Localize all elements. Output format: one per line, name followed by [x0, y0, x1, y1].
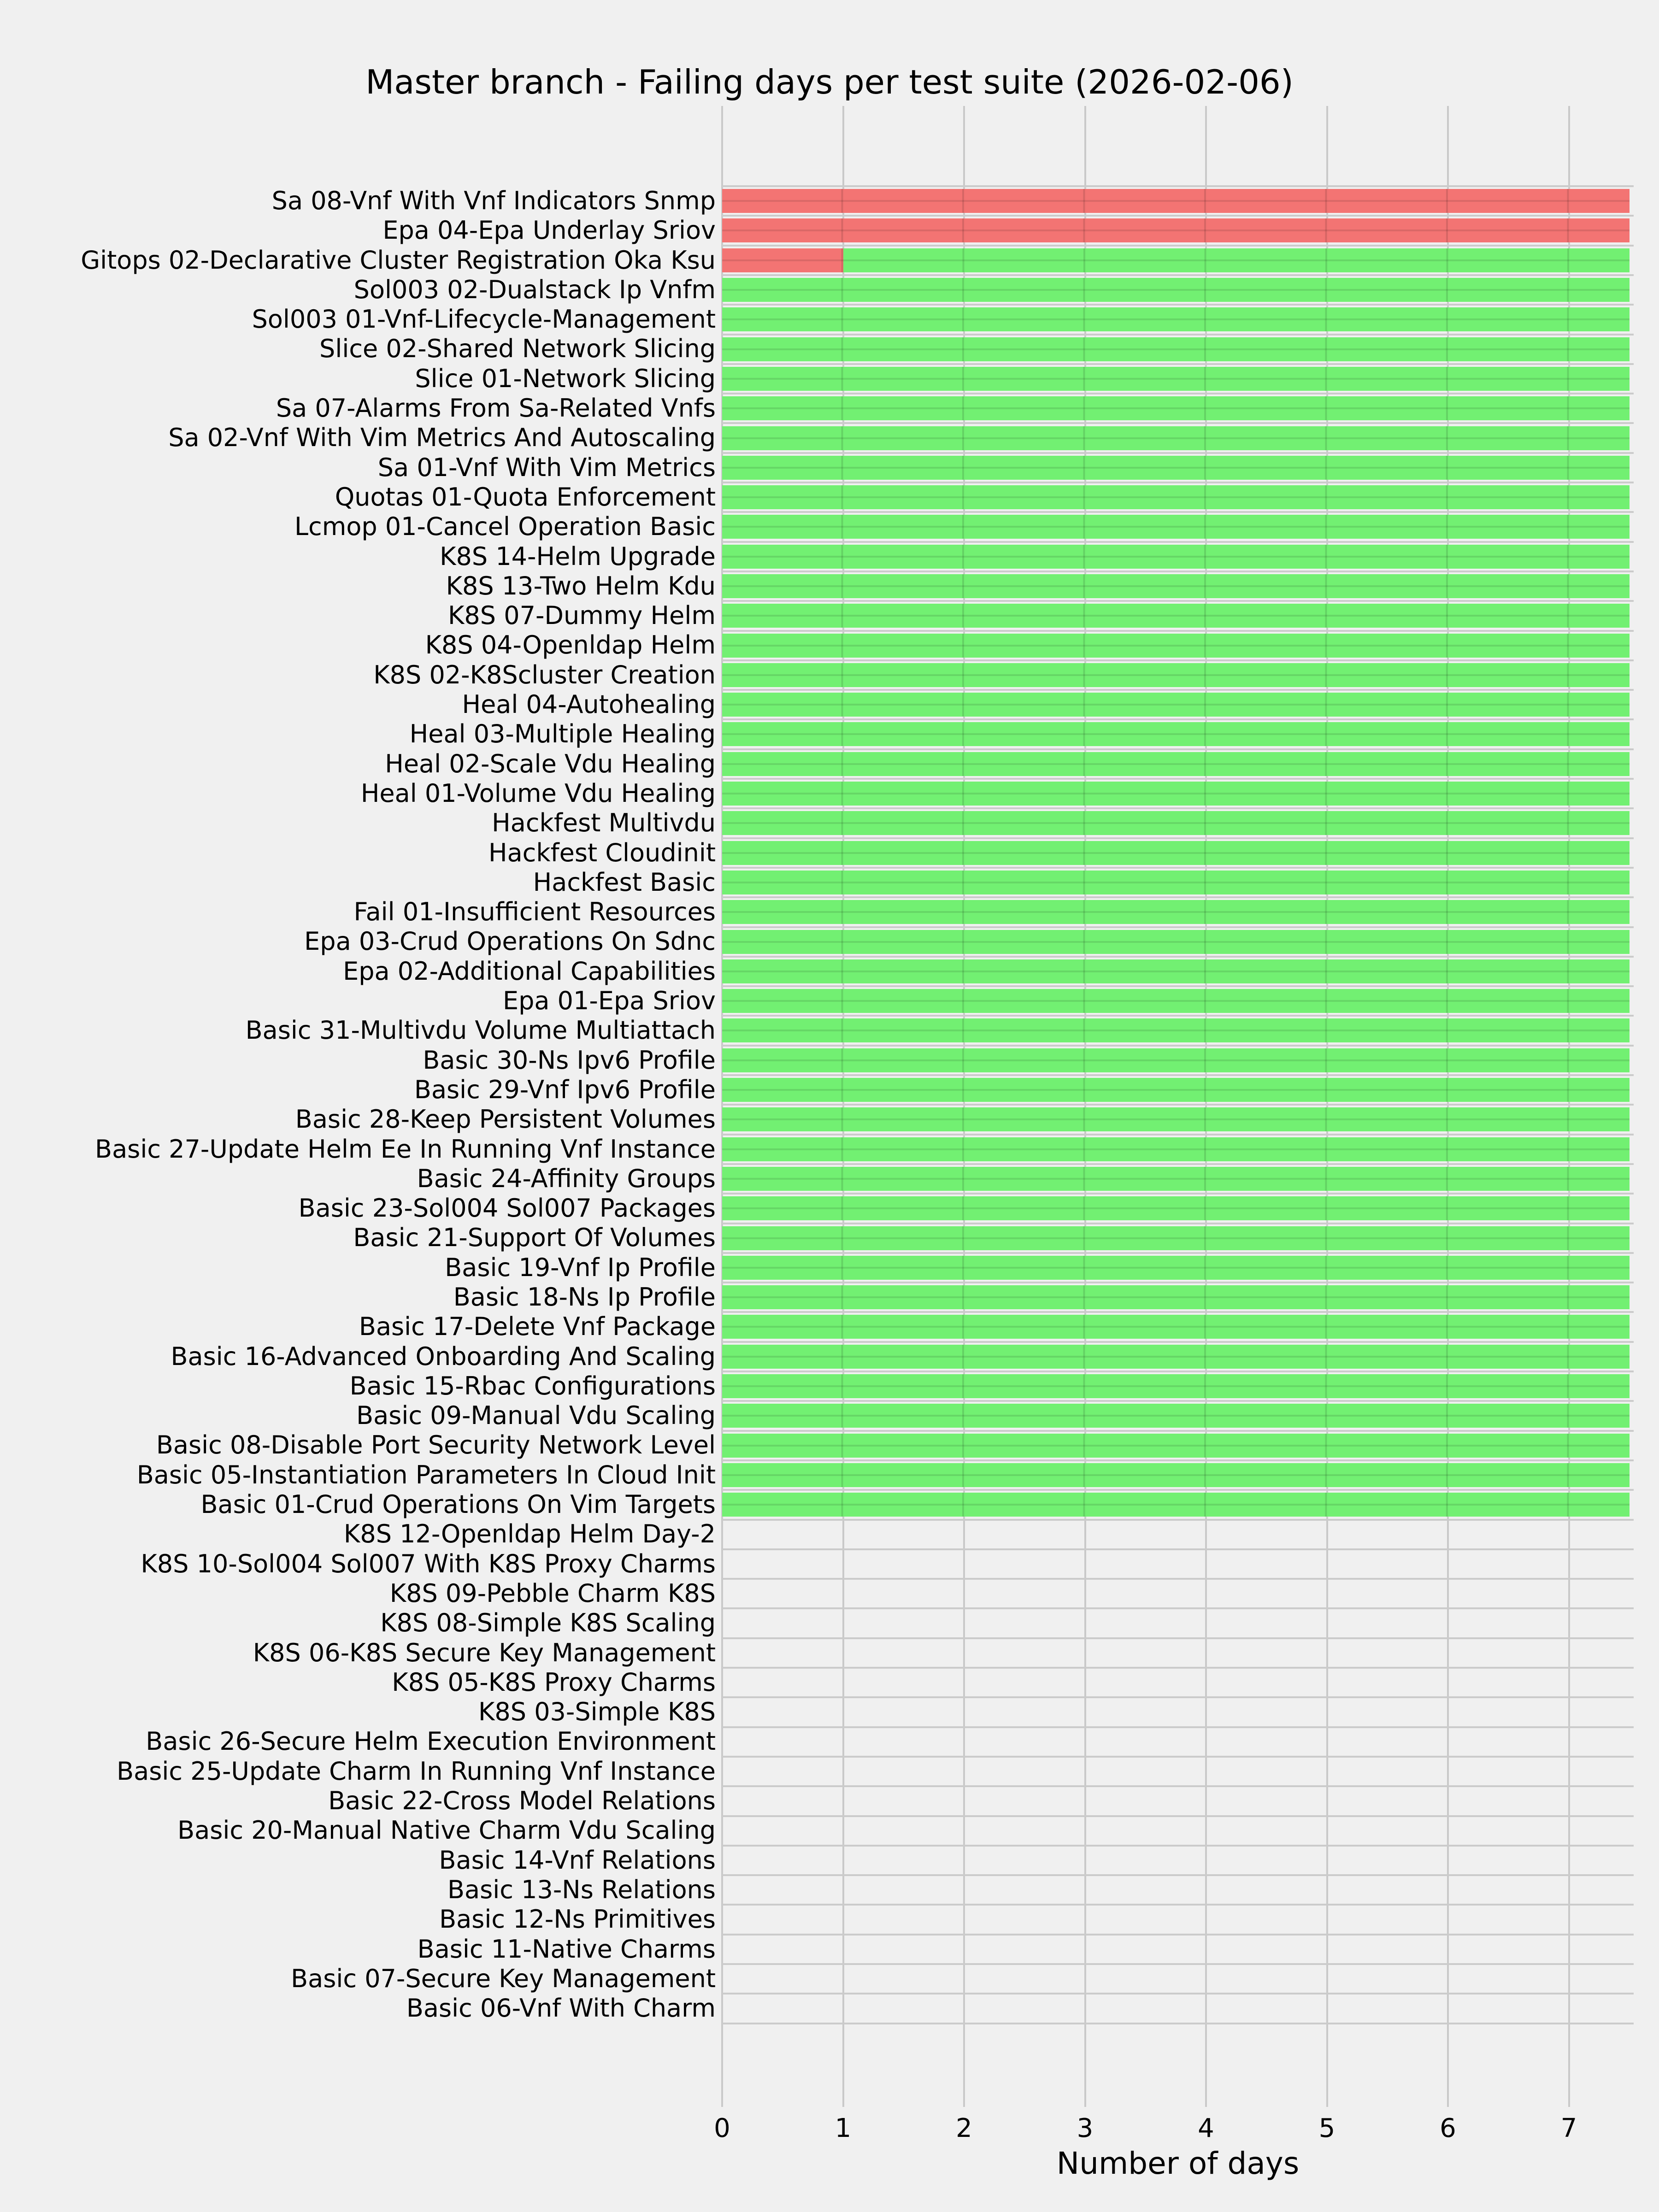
row-label: Basic 31-Multivdu Volume Multiattach: [245, 1016, 716, 1045]
row-label: Sa 07-Alarms From Sa-Related Vnfs: [276, 394, 716, 423]
row-label: K8S 08-Simple K8S Scaling: [380, 1608, 716, 1638]
stacked-bar: [722, 545, 1630, 569]
stacked-bar: [722, 337, 1630, 361]
bar-midline: [722, 1415, 1630, 1417]
chart-row: [722, 927, 1634, 956]
stacked-bar: [722, 1315, 1630, 1339]
bar-midline: [722, 1237, 1630, 1239]
stacked-bar: [722, 218, 1630, 242]
row-label: Basic 24-Affinity Groups: [417, 1164, 716, 1193]
stacked-bar: [722, 307, 1630, 331]
chart-row: [722, 1342, 1634, 1371]
chart-row: [722, 1697, 1634, 1727]
row-label: Basic 18-Ns Ip Profile: [453, 1282, 716, 1312]
chart-row: [722, 1579, 1634, 1608]
chart-row: [722, 1905, 1634, 1934]
chart-row: [722, 1816, 1634, 1845]
chart-row: [722, 1164, 1634, 1194]
chart-row: [722, 1964, 1634, 1994]
bar-midline: [722, 1118, 1630, 1120]
bar-midline: [722, 200, 1630, 202]
chart-row: [722, 305, 1634, 334]
stacked-bar: [722, 1404, 1630, 1428]
bar-midline: [722, 1326, 1630, 1328]
stacked-bar: [722, 1137, 1630, 1161]
bar-midline: [722, 1178, 1630, 1180]
bar-midline: [722, 1504, 1630, 1506]
chart-row: [722, 1371, 1634, 1401]
stacked-bar: [722, 663, 1630, 687]
row-label: Sol003 02-Dualstack Ip Vnfm: [353, 275, 716, 304]
row-label: K8S 02-K8Scluster Creation: [373, 660, 716, 689]
bar-midline: [722, 1267, 1630, 1269]
row-label: Basic 14-Vnf Relations: [439, 1845, 716, 1875]
row-label: Basic 30-Ns Ipv6 Profile: [423, 1045, 716, 1075]
bar-midline: [722, 704, 1630, 706]
chart-row: [722, 246, 1634, 275]
chart-row: [722, 1312, 1634, 1341]
chart-row: [722, 512, 1634, 541]
chart-title: Master branch - Failing days per test suite (2026-02-06): [365, 63, 1294, 101]
stacked-bar: [722, 989, 1630, 1013]
chart-row: [722, 571, 1634, 601]
stacked-bar: [722, 1345, 1630, 1369]
stacked-bar: [722, 485, 1630, 509]
bar-midline: [722, 229, 1630, 231]
chart-row: [722, 1727, 1634, 1756]
bar-midline: [722, 1356, 1630, 1358]
chart-row: [722, 1490, 1634, 1519]
y-axis-labels: [0, 186, 716, 2023]
stacked-bar: [722, 1196, 1630, 1220]
row-label: K8S 10-Sol004 Sol007 With K8S Proxy Charms: [141, 1549, 716, 1578]
stacked-bar: [722, 367, 1630, 391]
stacked-bar: [722, 841, 1630, 865]
chart-row: [722, 808, 1634, 838]
chart-row: [722, 1757, 1634, 1786]
bar-midline: [722, 971, 1630, 972]
x-tick-label: 1: [835, 2113, 852, 2143]
x-axis-label: Number of days: [1056, 2146, 1300, 2181]
stacked-bar: [722, 1226, 1630, 1250]
chart-row: [722, 1846, 1634, 1875]
row-label: Lcmop 01-Cancel Operation Basic: [294, 512, 716, 541]
stacked-bar: [722, 574, 1630, 598]
row-label: Basic 13-Ns Relations: [447, 1875, 716, 1904]
chart-row: [722, 986, 1634, 1016]
x-tick-label: 2: [956, 2113, 972, 2143]
row-label: Heal 02-Scale Vdu Healing: [385, 749, 716, 778]
chart-row: [722, 1994, 1634, 2023]
row-label: K8S 13-Two Helm Kdu: [446, 571, 716, 600]
row-label: Sa 08-Vnf With Vnf Indicators Snmp: [271, 186, 716, 215]
row-label: Gitops 02-Declarative Cluster Registration Oka Ksu: [81, 245, 716, 275]
x-tick-label: 7: [1560, 2113, 1577, 2143]
chart-row: [722, 1875, 1634, 1905]
row-label: Fail 01-Insufficient Resources: [353, 897, 716, 927]
row-label: Basic 27-Update Helm Ee In Running Vnf Instance: [95, 1134, 716, 1164]
chart-row: [722, 1786, 1634, 1816]
row-label: Basic 21-Support Of Volumes: [353, 1223, 716, 1253]
bar-midline: [722, 556, 1630, 558]
chart-row: [722, 1430, 1634, 1460]
row-label: K8S 12-Openldap Helm Day-2: [343, 1519, 716, 1549]
bar-midline: [722, 941, 1630, 943]
chart-row: [722, 1282, 1634, 1312]
x-tick-label: 5: [1318, 2113, 1335, 2143]
bar-midline: [722, 378, 1630, 380]
bar-midline: [722, 882, 1630, 883]
row-label: Basic 16-Advanced Onboarding And Scaling: [171, 1341, 716, 1371]
stacked-bar: [722, 278, 1630, 302]
stacked-bar: [722, 959, 1630, 983]
row-label: Basic 12-Ns Primitives: [439, 1905, 716, 1934]
bar-midline: [722, 1207, 1630, 1209]
chart-row: [722, 542, 1634, 571]
stacked-bar: [722, 248, 1630, 272]
bar-midline: [722, 289, 1630, 291]
row-label: K8S 14-Helm Upgrade: [440, 541, 716, 571]
bar-midline: [722, 1030, 1630, 1031]
bar-midline: [722, 1059, 1630, 1061]
bar-midline: [722, 585, 1630, 587]
chart-row: [722, 1638, 1634, 1668]
stacked-bar: [722, 1374, 1630, 1398]
bar-midline: [722, 1474, 1630, 1476]
chart-row: [722, 1401, 1634, 1430]
row-label: Basic 23-Sol004 Sol007 Packages: [298, 1194, 716, 1223]
stacked-bar: [722, 693, 1630, 717]
stacked-bar: [722, 930, 1630, 954]
chart-row: [722, 1460, 1634, 1490]
stacked-bar: [722, 456, 1630, 480]
chart-row: [722, 186, 1634, 216]
row-label: Hackfest Multivdu: [492, 808, 716, 838]
row-label: Epa 01-Epa Sriov: [503, 986, 716, 1016]
row-label: Heal 01-Volume Vdu Healing: [360, 778, 716, 808]
row-label: K8S 07-Dummy Helm: [448, 601, 716, 630]
bar-midline: [722, 852, 1630, 854]
bar-midline: [722, 822, 1630, 824]
row-label: Hackfest Basic: [533, 867, 716, 897]
x-tick-label: 0: [714, 2113, 730, 2143]
stacked-bar: [722, 604, 1630, 628]
bar-midline: [722, 1089, 1630, 1091]
bar-midline: [722, 733, 1630, 735]
row-label: Epa 04-Epa Underlay Sriov: [382, 216, 716, 245]
row-label: Heal 03-Multiple Healing: [409, 719, 716, 749]
stacked-bar: [722, 722, 1630, 746]
row-label: Basic 17-Delete Vnf Package: [359, 1312, 716, 1341]
stacked-bar: [722, 782, 1630, 806]
chart-row: [722, 1223, 1634, 1253]
stacked-bar: [722, 900, 1630, 924]
stacked-bar: [722, 871, 1630, 894]
chart-row: [722, 719, 1634, 749]
row-label: Heal 04-Autohealing: [462, 690, 716, 719]
chart-row: [722, 1668, 1634, 1697]
bar-midline: [722, 1296, 1630, 1298]
stacked-bar: [722, 1493, 1630, 1517]
bars-layer: [722, 186, 1634, 2023]
row-label: K8S 04-Openldap Helm: [425, 630, 716, 660]
row-label: Basic 26-Secure Helm Execution Environment: [146, 1727, 716, 1756]
bar-midline: [722, 1000, 1630, 1002]
row-label: K8S 05-K8S Proxy Charms: [392, 1667, 716, 1697]
row-label: Basic 20-Manual Native Charm Vdu Scaling: [177, 1816, 716, 1845]
chart-row: [722, 423, 1634, 453]
chart-row: [722, 1519, 1634, 1549]
chart-row: [722, 838, 1634, 868]
row-label: Basic 11-Native Charms: [417, 1934, 716, 1964]
stacked-bar: [722, 189, 1630, 213]
stacked-bar: [722, 426, 1630, 450]
bar-midline: [722, 615, 1630, 617]
chart-row: [722, 482, 1634, 512]
chart-row: [722, 453, 1634, 482]
chart-row: [722, 690, 1634, 719]
x-tick-label: 4: [1198, 2113, 1214, 2143]
row-label: Basic 01-Crud Operations On Vim Targets: [200, 1490, 716, 1519]
stacked-bar: [722, 752, 1630, 776]
row-label: Basic 07-Secure Key Management: [291, 1964, 716, 1993]
stacked-bar: [722, 1463, 1630, 1487]
stacked-bar: [722, 1256, 1630, 1280]
bar-midline: [722, 1445, 1630, 1447]
row-label: Basic 19-Vnf Ip Profile: [445, 1253, 716, 1282]
stacked-bar: [722, 1167, 1630, 1191]
chart-row: [722, 1253, 1634, 1282]
row-label: Basic 09-Manual Vdu Scaling: [356, 1401, 716, 1430]
chart-row: [722, 957, 1634, 986]
row-label: Slice 01-Network Slicing: [415, 364, 716, 393]
chart-row: [722, 868, 1634, 897]
bar-midline: [722, 911, 1630, 913]
row-label: Basic 25-Update Charm In Running Vnf Instance: [117, 1756, 716, 1786]
x-tick-label: 6: [1440, 2113, 1456, 2143]
bar-midline: [722, 793, 1630, 794]
row-label: Basic 15-Rbac Configurations: [349, 1371, 716, 1400]
row-label: K8S 03-Simple K8S: [478, 1697, 716, 1727]
row-label: Basic 05-Instantiation Parameters In Cloud Init: [136, 1460, 716, 1489]
bar-midline: [722, 259, 1630, 261]
row-label: Slice 02-Shared Network Slicing: [319, 334, 716, 364]
bar-midline: [722, 348, 1630, 350]
bar-midline: [722, 467, 1630, 469]
chart-row: [722, 1046, 1634, 1075]
bar-midline: [722, 526, 1630, 528]
bar-midline: [722, 1385, 1630, 1387]
row-label: Epa 02-Additional Capabilities: [343, 956, 716, 986]
stacked-bar: [722, 396, 1630, 420]
bar-midline: [722, 645, 1630, 647]
chart-row: [722, 779, 1634, 808]
row-label: Epa 03-Crud Operations On Sdnc: [304, 927, 716, 956]
chart-row: [722, 1016, 1634, 1045]
row-label: Basic 28-Keep Persistent Volumes: [295, 1105, 716, 1134]
chart-row: [722, 394, 1634, 423]
row-label: K8S 06-K8S Secure Key Management: [253, 1638, 716, 1667]
bar-midline: [722, 1148, 1630, 1150]
stacked-bar: [722, 634, 1630, 658]
stacked-bar: [722, 515, 1630, 539]
stacked-bar: [722, 1107, 1630, 1131]
chart-row: [722, 1549, 1634, 1579]
stacked-bar: [722, 1048, 1630, 1072]
chart-row: [722, 897, 1634, 927]
bar-midline: [722, 318, 1630, 320]
chart-row: [722, 749, 1634, 779]
row-label: Basic 22-Cross Model Relations: [328, 1786, 716, 1816]
row-label: Hackfest Cloudinit: [488, 838, 716, 867]
chart-row: [722, 1075, 1634, 1105]
plot-area: [722, 106, 1634, 2107]
chart-row: [722, 630, 1634, 660]
stacked-bar: [722, 1285, 1630, 1309]
chart-row: [722, 1935, 1634, 1964]
chart-row: [722, 275, 1634, 305]
chart-row: [722, 334, 1634, 364]
stacked-bar: [722, 811, 1630, 835]
bar-midline: [722, 496, 1630, 498]
bar-midline: [722, 407, 1630, 409]
stacked-bar: [722, 1078, 1630, 1102]
bar-midline: [722, 763, 1630, 765]
chart-row: [722, 216, 1634, 245]
chart-row: [722, 1608, 1634, 1638]
row-label: Quotas 01-Quota Enforcement: [335, 482, 716, 512]
row-label: Sol003 01-Vnf-Lifecycle-Management: [252, 305, 716, 334]
chart-row: [722, 364, 1634, 394]
row-label: Basic 06-Vnf With Charm: [406, 1994, 716, 2023]
row-label: Sa 02-Vnf With Vim Metrics And Autoscaling: [168, 423, 716, 453]
stacked-bar: [722, 1434, 1630, 1458]
stacked-bar: [722, 1018, 1630, 1042]
chart-row: [722, 1135, 1634, 1164]
row-label: K8S 09-Pebble Charm K8S: [389, 1578, 716, 1608]
bar-midline: [722, 437, 1630, 439]
row-label: Basic 08-Disable Port Security Network Level: [156, 1430, 716, 1460]
chart-row: [722, 1194, 1634, 1223]
chart-row: [722, 601, 1634, 630]
x-tick-label: 3: [1077, 2113, 1094, 2143]
row-label: Basic 29-Vnf Ipv6 Profile: [414, 1075, 716, 1104]
chart-row: [722, 660, 1634, 690]
chart-row: [722, 1105, 1634, 1134]
row-label: Sa 01-Vnf With Vim Metrics: [377, 453, 716, 482]
bar-midline: [722, 674, 1630, 676]
